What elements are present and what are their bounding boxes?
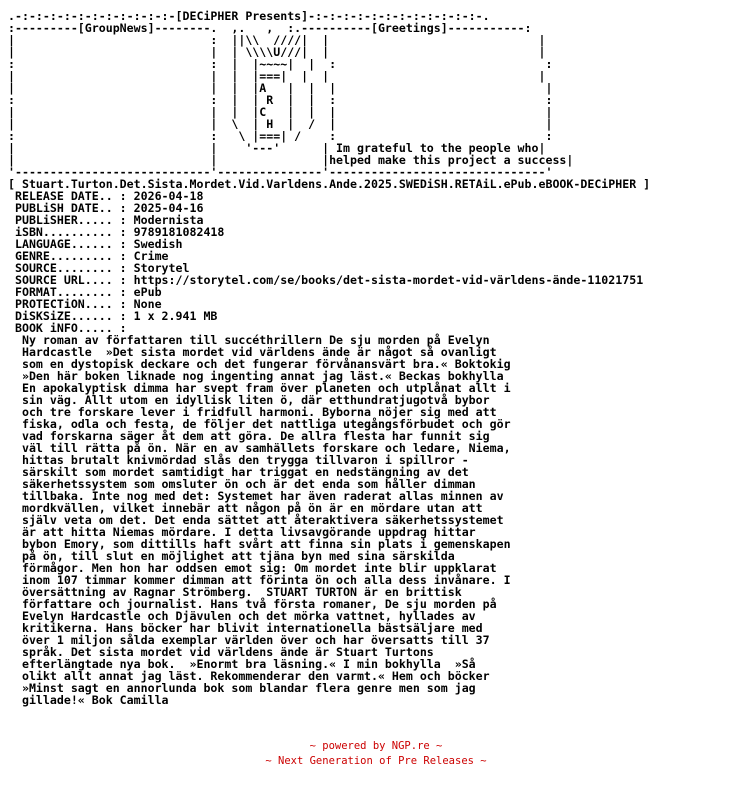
description-line: väl till rätta på ön. När en av samhällets forskare och ledare, Niema,	[8, 441, 511, 455]
banner-line: | | |helped make this project a success|	[8, 153, 574, 167]
banner-line: '----------------------------'---------------'-------------------------------'	[8, 165, 553, 179]
description-line: hittas brutalt knivmördad slås den trygga tillvaron i spillror -	[8, 453, 469, 467]
info-publish-date: PUBLiSH DATE.. : 2025-04-16	[8, 201, 204, 215]
footer-tagline: ~ Next Generation of Pre Releases ~	[265, 755, 487, 767]
footer-powered-by: ~ powered by NGP.re ~	[309, 740, 443, 752]
description-line: som en dystopisk deckare och det fungerar förvånansvärt bra.« Boktokig	[8, 357, 511, 371]
release-name: [ Stuart.Turton.Det.Sista.Mordet.Vid.Varldens.Ande.2025.SWEDiSH.RETAiL.ePub.eBOOK-DECiPHER ]	[8, 177, 651, 191]
description-line: inom 107 timmar kommer dimman att förinta ön och alla dess invånare. I	[8, 573, 511, 587]
banner-line: | | '---' | Im grateful to the people who|	[8, 141, 546, 155]
description-line: kritikerna. Hans böcker har blivit internationella bästsäljare med	[8, 621, 483, 635]
info-format: FORMAT........ : ePub	[8, 285, 162, 299]
info-publisher: PUBLiSHER..... : Modernista	[8, 213, 204, 227]
info-disksize: DiSKSiZE...... : 1 x 2.941 MB	[8, 309, 218, 323]
description-line: särskilt som mordet samtidigt har triggat en nedstängning av det	[8, 465, 469, 479]
description-line: författare och journalist. Hans två första romaner, De sju morden på	[8, 597, 497, 611]
description-line: bybon Emory, som dittills haft svårt att finna sin plats i gemenskapen	[8, 537, 511, 551]
description-line: En apokalyptisk dimma har svept fram över planeten och utplånat allt i	[8, 381, 511, 395]
description-line: och tre forskare lever i fridfull harmoni. Byborna nöjer sig med att	[8, 405, 497, 419]
banner-line: | | | |C | | | |	[8, 105, 553, 119]
description-line: över 1 miljon sålda exemplar världen över och har översatts till 37	[8, 633, 490, 647]
description-line: Evelyn Hardcastle och Djävulen och det mörka vattnet, hyllades av	[8, 609, 476, 623]
banner-line: : : | | R | | : :	[8, 93, 553, 107]
info-isbn: iSBN.......... : 9789181082418	[8, 225, 225, 239]
description-line: vad forskarna säger åt dem att göra. De allra flesta har funnit sig	[8, 429, 490, 443]
info-genre: GENRE......... : Crime	[8, 249, 169, 263]
description-line: olikt allt annat jag läst. Rekommenderar den varmt.« Hem och böcker	[8, 669, 490, 683]
info-language: LANGUAGE...... : Swedish	[8, 237, 183, 251]
nfo-text	[8, 10, 650, 706]
description-line: är att hitta Niemas mördare. I detta livsavgörande uppdrag hittar	[8, 525, 476, 539]
banner-line: | | | |===| | | |	[8, 69, 546, 83]
description-line: själv veta om det. Det enda sättet att återaktivera säkerhetssystemet	[8, 513, 504, 527]
description-line: tillbaka. Inte nog med det: Systemet har även raderat allas minnen av	[8, 489, 504, 503]
description-line: mordkvällen, vilket innebär att någon på ön är en mördare utan att	[8, 501, 483, 515]
banner-line: .-:-:-:-:-:-:-:-:-:-:-:-[DECiPHER Presents]-:-:-:-:-:-:-:-:-:-:-:-:-.	[8, 9, 490, 23]
description-line: språk. Det sista mordet vid världens ände är Stuart Turtons	[8, 645, 434, 659]
info-source-url: SOURCE URL.... : https://storytel.com/se/books/det-sista-mordet-vid-världens-ände-11021751	[8, 273, 644, 287]
description-line: sin väg. Allt utom en idyllisk liten ö, där etthundratjugotvå bybor	[8, 393, 490, 407]
description-line: gillade!« Bok Camilla	[8, 693, 169, 707]
info-protection: PROTECTiON.... : None	[8, 297, 162, 311]
info-book-info: BOOK iNFO..... :	[8, 321, 127, 335]
description-line: förmågor. Men hon har oddsen emot sig: Om mordet inte blir uppklarat	[8, 561, 497, 575]
banner-line: :---------[GroupNews]--------. ,. , :.----------[Greetings]-----------:	[8, 21, 532, 35]
banner-line: | | | |A | | | |	[8, 81, 553, 95]
description-line: Ny roman av författaren till succéthrillern De sju morden på Evelyn	[8, 333, 490, 347]
info-source: SOURCE........ : Storytel	[8, 261, 190, 275]
description-line: fiska, odla och festa, de följer det nattliga utegångsförbudet och gör	[8, 417, 511, 431]
description-line: översättning av Ragnar Strömberg. STUART TURTON är en brittisk	[8, 585, 462, 599]
description-line: Hardcastle »Det sista mordet vid världens ände är något så ovanligt	[8, 345, 497, 359]
info-release-date: RELEASE DATE.. : 2026-04-18	[8, 189, 204, 203]
description-line: säkerhetssystem som omsluter ön och är det enda som håller dimman	[8, 477, 476, 491]
banner-line: : : | |~~~~| | : :	[8, 57, 553, 71]
banner-line: | | | \\\\U///| | |	[8, 45, 546, 59]
banner-line: : : \ |===| / : :	[8, 129, 553, 143]
description-line: på ön, till slut en möjlighet att tjäna byn med sina särskilda	[8, 549, 455, 563]
description-line: »Minst sagt en annorlunda bok som blandar flera genre men som jag	[8, 681, 476, 695]
banner-line: | | \ | H | / | |	[8, 117, 553, 131]
banner-line: | : ||\\ ////| | |	[8, 33, 546, 47]
description-line: »Den här boken liknade nog ingenting annat jag läst.« Beckas bokhylla	[8, 369, 504, 383]
description-line: efterlängtade nya bok. »Enormt bra läsning.« I min bokhylla »Så	[8, 657, 476, 671]
